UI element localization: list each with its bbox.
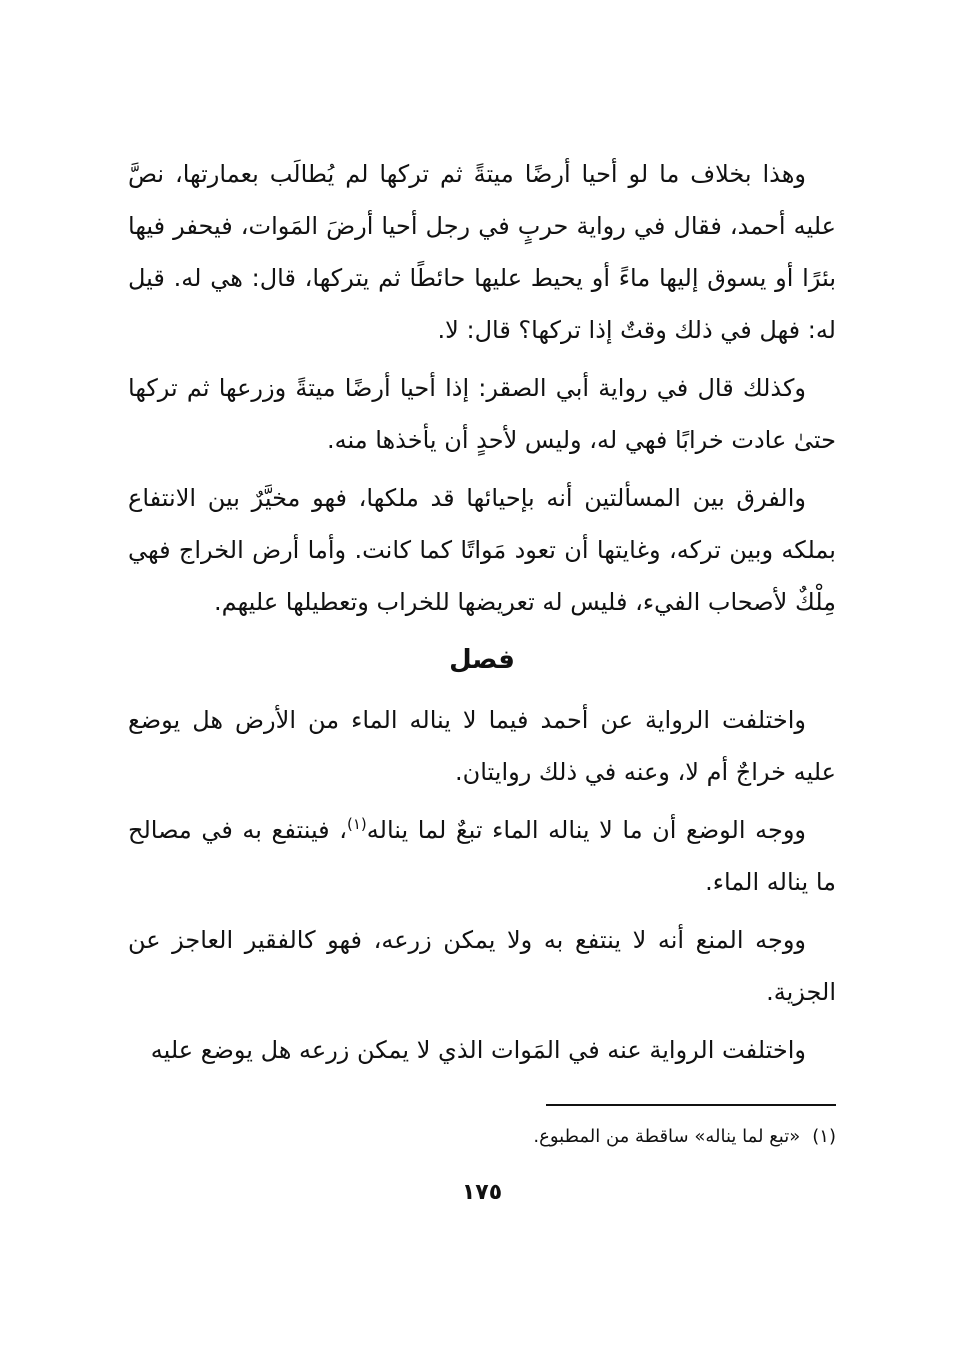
paragraph: ووجه المنع أنه لا ينتفع به ولا يمكن زرعه، فهو كالفقير العاجز عن الجزية. bbox=[128, 926, 836, 1006]
paragraph-with-footnote bbox=[128, 804, 836, 908]
section-heading: فصل bbox=[449, 645, 515, 675]
footnote-divider bbox=[546, 1104, 836, 1106]
paragraph: واختلفت الرواية عن أحمد فيما لا يناله الماء من الأرض هل يوضع عليه خراجٌ أم لا، وعنه في ذلك روايتان. bbox=[128, 706, 836, 786]
footnote-marker[interactable]: (١) bbox=[346, 815, 367, 833]
footnote bbox=[400, 1122, 836, 1152]
footnote-number: (١) bbox=[812, 1126, 836, 1147]
paragraph: والفرق بين المسألتين أنه بإحيائها قد ملكها، فهو مخيَّرٌ بين الانتفاع بملكه وبين تركه، وغايتها أن تعود مَواتًا كما كانت. وأما أرض الخراج فهي مِلْكٌ لأصحاب الفيء، فليس له تعريضها للخراب وتعطيلها عليهم. bbox=[128, 484, 836, 616]
page-number: ١٧٥ bbox=[461, 1180, 503, 1205]
paragraph: وكذلك قال في رواية أبي الصقر: إذا أحيا أرضًا ميتةً وزرعها ثم تركها حتىٰ عادت خرابًا فهي له، وليس لأحدٍ أن يأخذها منه. bbox=[128, 374, 836, 454]
page-body bbox=[128, 148, 836, 1082]
paragraph: واختلفت الرواية عنه في المَوات الذي لا يمكن زرعه هل يوضع عليه bbox=[150, 1036, 806, 1064]
paragraph-text: ، فينتفع به في مصالح ما يناله الماء. bbox=[128, 816, 836, 896]
paragraph: وهذا بخلاف ما لو أحيا أرضًا ميتةً ثم تركها لم يُطالَب بعمارتها، نصَّ عليه أحمد، فقال في رواية حربٍ في رجل أحيا أرضَ المَوات، فيحفر فيها بئرًا أو يسوق إليها ماءً أو يحيط عليها حائطًا ثم يتركها، قال: هي له. قيل له: فهل في ذلك وقتٌ إذا تركها؟ قال: لا. bbox=[128, 160, 836, 344]
paragraph-text: ووجه الوضع أن ما لا يناله الماء تبعٌ لما يناله bbox=[366, 816, 806, 844]
footnote-text: «تبع لما يناله» ساقطة من المطبوع. bbox=[533, 1126, 801, 1147]
